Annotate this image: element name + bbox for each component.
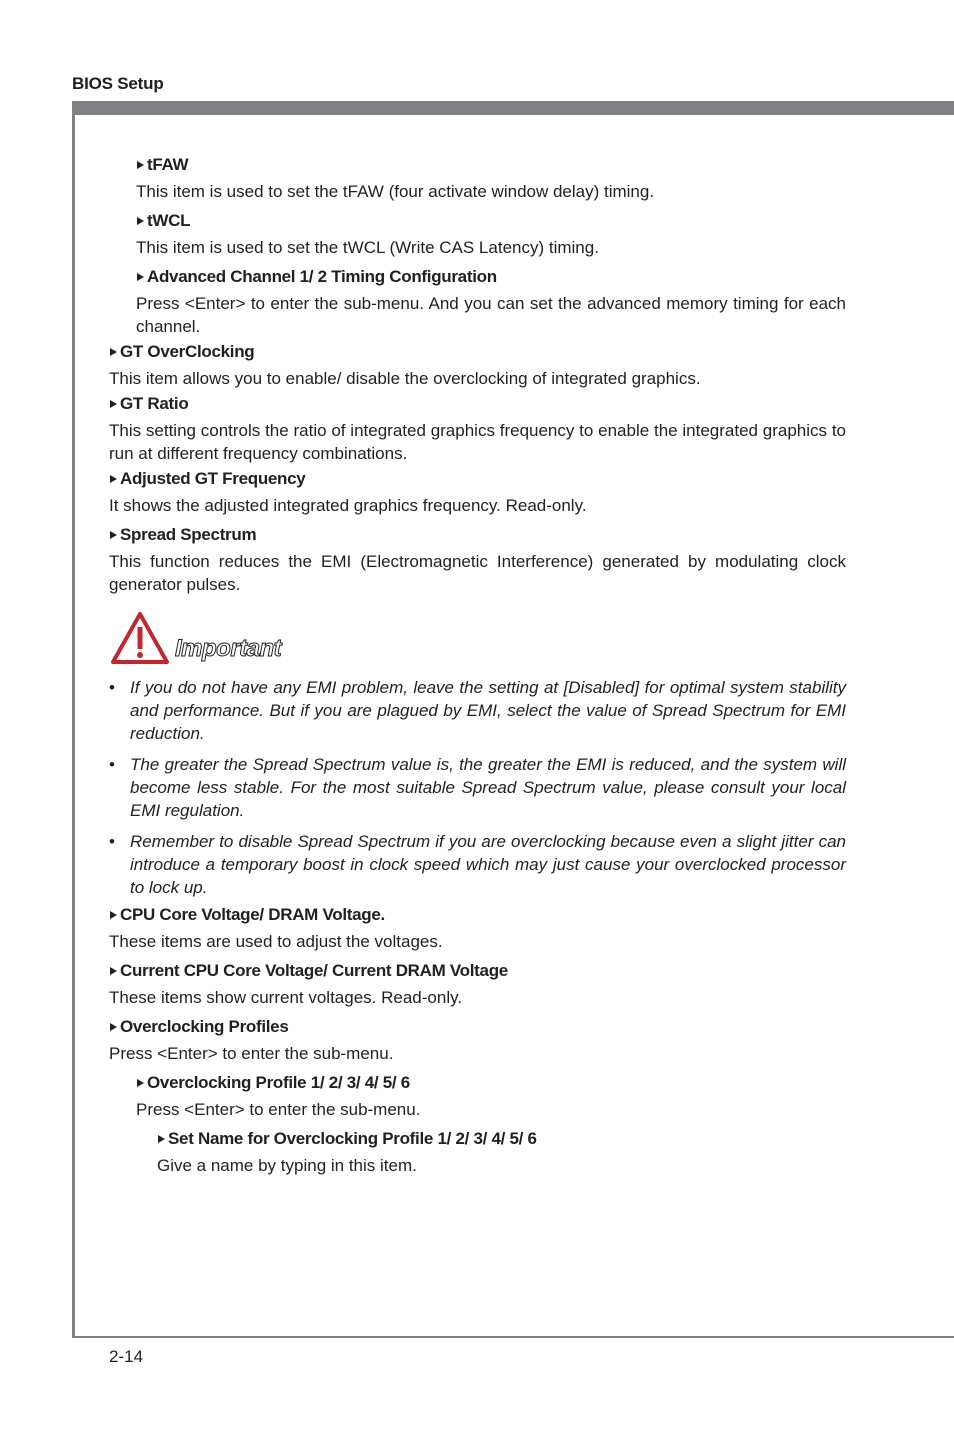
header-title: BIOS Setup: [72, 74, 164, 93]
header-bar: [72, 101, 954, 115]
item-title: tWCL: [147, 211, 191, 230]
bullet-text: If you do not have any EMI problem, leave the setting at [Disabled] for optimal system stability and performance. But if you are plagued by EMI, select the value of Spread Spectrum for EMI reduction.: [130, 678, 846, 743]
item-gt-overclocking: [109, 340, 846, 390]
item-desc: It shows the adjusted integrated graphics frequency. Read-only.: [109, 496, 587, 515]
item-title: CPU Core Voltage/ DRAM Voltage.: [120, 905, 385, 924]
arrow-right-icon: [137, 273, 144, 281]
important-callout: [109, 610, 846, 676]
item-title: Advanced Channel 1/ 2 Timing Configuration: [147, 267, 497, 286]
item-overclocking-profiles: [109, 1015, 846, 1065]
item-cpu-dram-voltage: [109, 903, 846, 953]
arrow-right-icon: [110, 967, 117, 975]
arrow-right-icon: [110, 348, 117, 356]
item-twcl: [136, 209, 846, 259]
arrow-right-icon: [158, 1135, 165, 1143]
item-title: Current CPU Core Voltage/ Current DRAM Voltage: [120, 961, 508, 980]
item-title: Overclocking Profile 1/ 2/ 3/ 4/ 5/ 6: [147, 1073, 410, 1092]
arrow-right-icon: [110, 475, 117, 483]
arrow-right-icon: [110, 400, 117, 408]
bullet-text: The greater the Spread Spectrum value is, the greater the EMI is reduced, and the system will become less stable. For the most suitable Spread Spectrum value, please consult your local EMI regulation.: [130, 755, 846, 820]
item-set-profile-name: [157, 1127, 846, 1177]
item-overclocking-profile-n: [136, 1071, 846, 1121]
item-desc: Press <Enter> to enter the sub-menu.: [109, 1044, 394, 1063]
item-title: tFAW: [147, 155, 189, 174]
item-desc: Press <Enter> to enter the sub-menu. And you can set the advanced memory timing for each channel.: [136, 294, 846, 336]
item-desc: This item is used to set the tWCL (Write CAS Latency) timing.: [136, 238, 599, 257]
item-title: GT OverClocking: [120, 342, 255, 361]
item-adjusted-gt-frequency: [109, 467, 846, 517]
item-title: Adjusted GT Frequency: [120, 469, 306, 488]
item-advanced-channel-timing: [136, 265, 846, 338]
list-item: [109, 753, 846, 822]
item-spread-spectrum: [109, 523, 846, 596]
arrow-right-icon: [137, 1079, 144, 1087]
arrow-right-icon: [137, 161, 144, 169]
bullet-dot: •: [109, 755, 115, 774]
item-desc: Press <Enter> to enter the sub-menu.: [136, 1100, 421, 1119]
item-desc: These items show current voltages. Read-only.: [109, 988, 463, 1007]
item-tfaw: [136, 153, 846, 203]
list-item: [109, 676, 846, 745]
item-title: GT Ratio: [120, 394, 189, 413]
list-item: [109, 830, 846, 899]
item-desc: This function reduces the EMI (Electromagnetic Interference) generated by modulating clock generator pulses.: [109, 552, 846, 594]
page-content: [0, 153, 954, 1181]
arrow-right-icon: [110, 531, 117, 539]
item-gt-ratio: [109, 392, 846, 465]
item-desc: Give a name by typing in this item.: [157, 1156, 417, 1175]
item-desc: This item is used to set the tFAW (four activate window delay) timing.: [136, 182, 655, 201]
bullet-text: Remember to disable Spread Spectrum if you are overclocking because even a slight jitter can introduce a temporary boost in clock speed which may just cause your overclocked processor to lock up.: [130, 832, 846, 897]
arrow-right-icon: [110, 911, 117, 919]
item-title: Set Name for Overclocking Profile 1/ 2/ 3/ 4/ 5/ 6: [168, 1129, 537, 1148]
bullet-dot: •: [109, 678, 115, 697]
arrow-right-icon: [137, 217, 144, 225]
warning-triangle-icon: [109, 610, 171, 666]
bullet-dot: •: [109, 832, 115, 851]
item-desc: This item allows you to enable/ disable the overclocking of integrated graphics.: [109, 369, 701, 388]
page-number: 2-14: [109, 1347, 144, 1366]
arrow-right-icon: [110, 1023, 117, 1031]
item-desc: This setting controls the ratio of integrated graphics frequency to enable the integrated graphics to run at different frequency combinations.: [109, 421, 846, 463]
important-label: Important: [175, 635, 282, 662]
item-desc: These items are used to adjust the voltages.: [109, 932, 443, 951]
item-current-voltage: [109, 959, 846, 1009]
item-title: Spread Spectrum: [120, 525, 257, 544]
footer-rule: [72, 1336, 954, 1338]
important-bullets: [109, 676, 846, 899]
item-title: Overclocking Profiles: [120, 1017, 289, 1036]
